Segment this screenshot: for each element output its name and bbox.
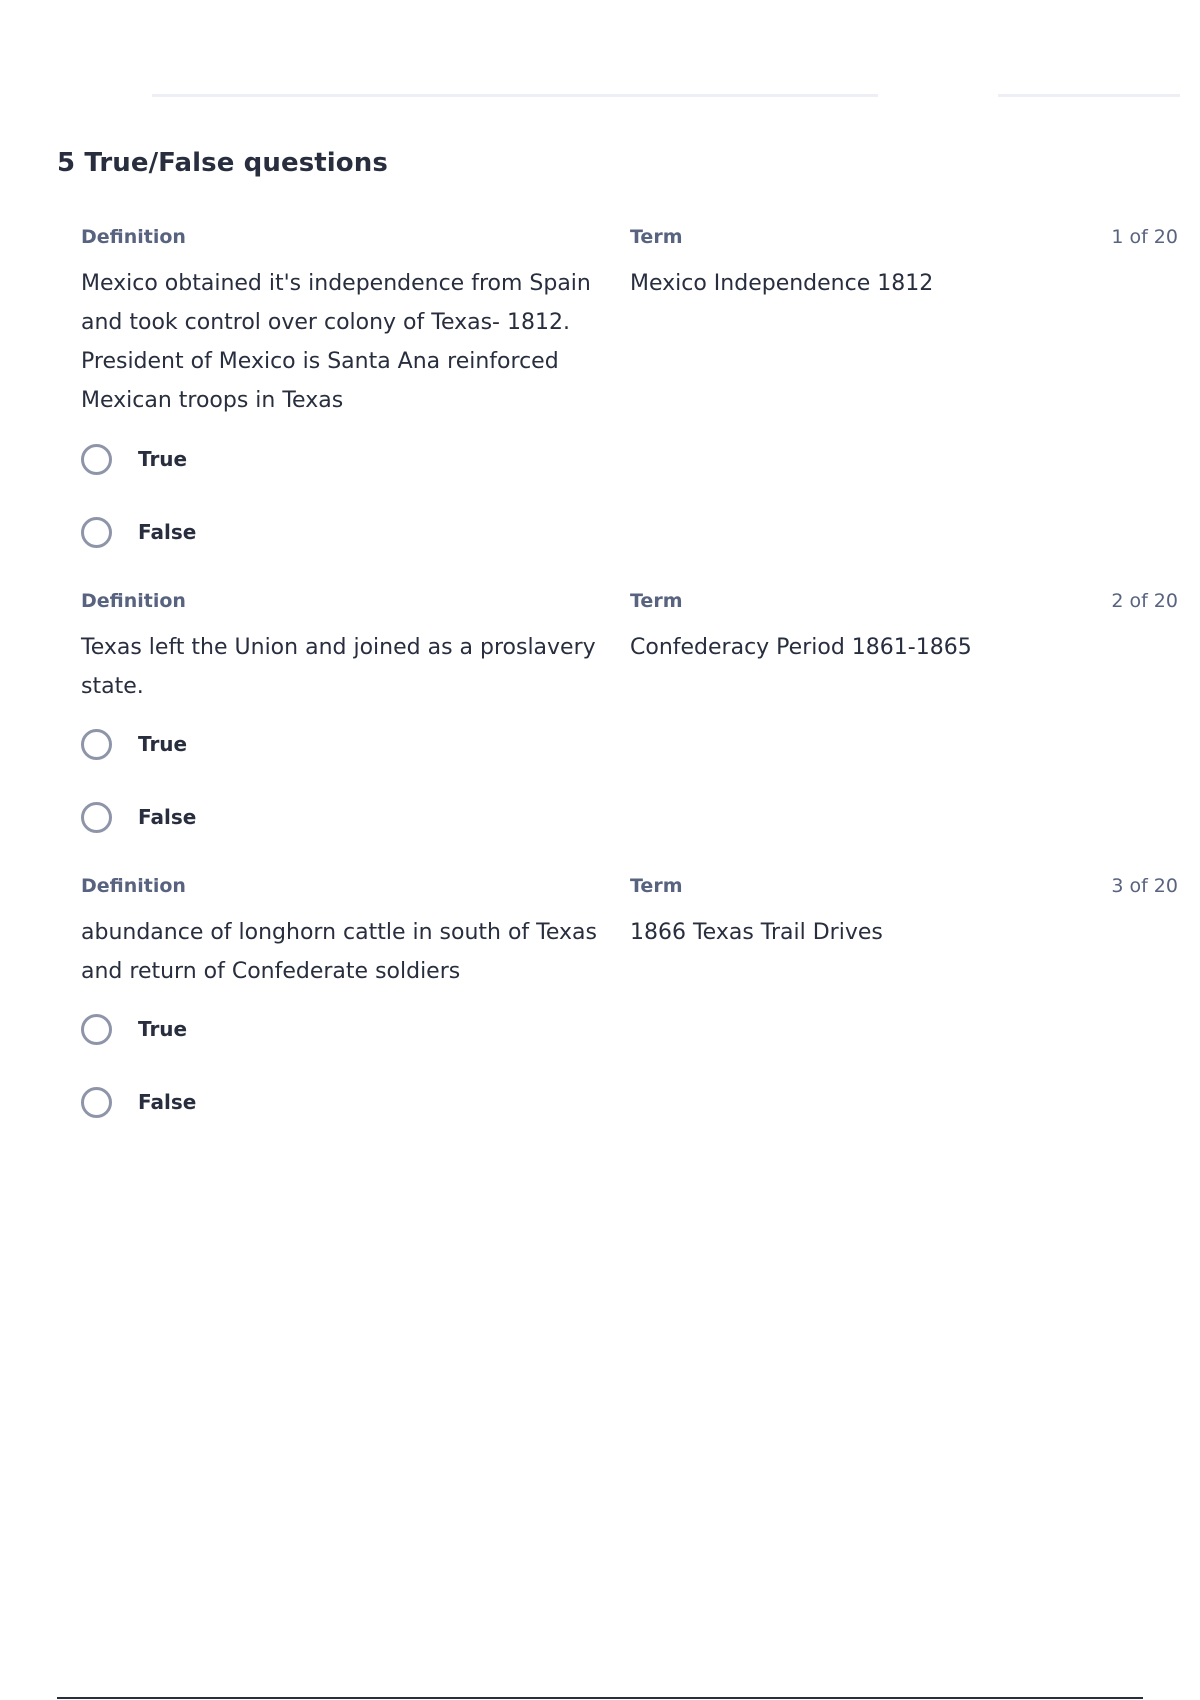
definition-text: abundance of longhorn cattle in south of Texas and return of Confederate soldiers [81,920,597,984]
definition-label: Definition [81,875,186,897]
radio-button-icon[interactable] [81,802,112,833]
term-label: Term [630,875,683,897]
radio-button-icon[interactable] [81,1014,112,1045]
top-divider-left [152,94,878,97]
false-option[interactable] [81,798,196,836]
term-text: Mexico Independence 1812 [630,271,934,296]
section-title: 5 True/False questions [57,148,388,178]
definition-text: Texas left the Union and joined as a proslavery state. [81,635,596,699]
term-label: Term [630,590,683,612]
term-text: Confederacy Period 1861-1865 [630,635,972,660]
option-label: False [138,520,197,544]
top-divider-right [998,94,1180,97]
true-option[interactable] [81,1010,187,1048]
radio-button-icon[interactable] [81,517,112,548]
definition-label: Definition [81,226,186,248]
false-option[interactable] [81,1083,196,1121]
definition-label: Definition [81,590,186,612]
radio-button-icon[interactable] [81,1087,112,1118]
question-counter: 3 of 20 [1111,875,1178,897]
question-counter: 1 of 20 [1111,226,1178,248]
option-label: True [138,1017,188,1041]
false-option[interactable] [81,513,196,551]
bottom-divider [57,1697,1143,1699]
question-counter: 2 of 20 [1111,590,1178,612]
true-option[interactable] [81,440,187,478]
option-label: False [138,805,197,829]
term-text: 1866 Texas Trail Drives [630,920,883,945]
radio-button-icon[interactable] [81,729,112,760]
term-label: Term [630,226,683,248]
option-label: True [138,447,188,471]
option-label: True [138,732,188,756]
radio-button-icon[interactable] [81,444,112,475]
true-option[interactable] [81,725,187,763]
option-label: False [138,1090,197,1114]
definition-text: Mexico obtained it's independence from Spain and took control over colony of Texas- 1812. President of Mexico is Santa Ana reinforced Mexican troops in Texas [81,271,591,413]
